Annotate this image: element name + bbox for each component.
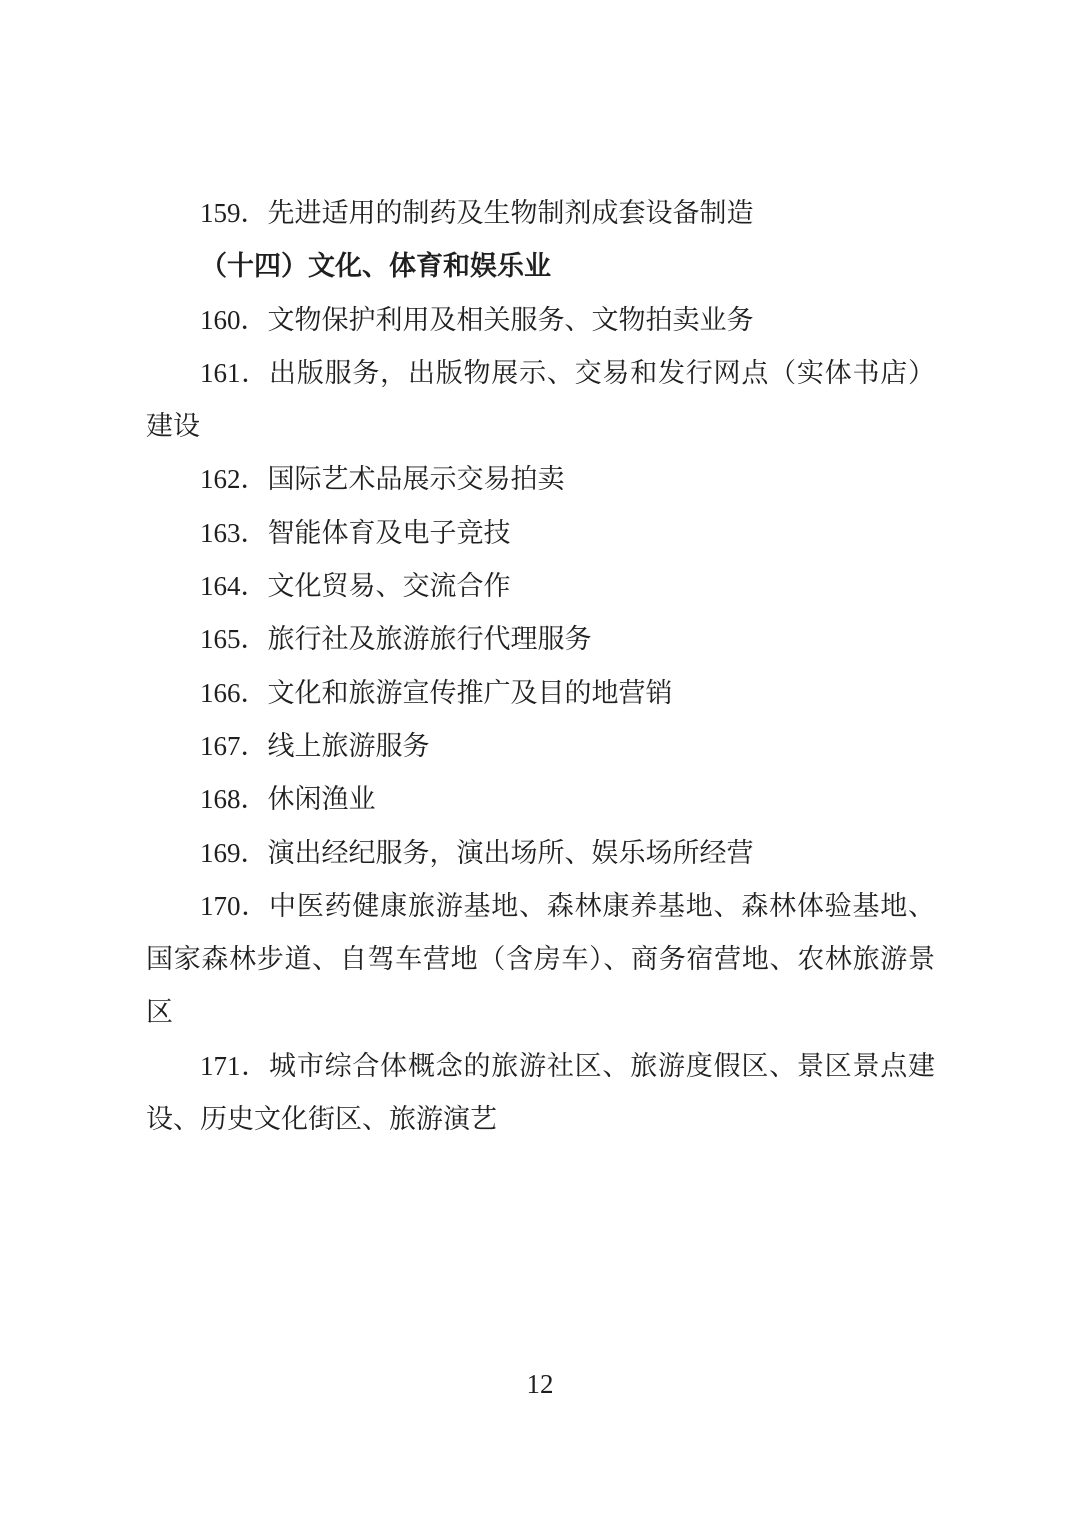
list-item-169: 169．演出经纪服务，演出场所、娱乐场所经营: [200, 837, 754, 868]
list-item-164: 164．文化贸易、交流合作: [200, 571, 511, 602]
list-item-171: 171．城市综合体概念的旅游社区、旅游度假区、景区景点建: [200, 1050, 935, 1081]
list-item-162: 162．国际艺术品展示交易拍卖: [200, 464, 565, 495]
text-block: [146, 187, 935, 1146]
list-item-161: 161．出版服务，出版物展示、交易和发行网点（实体书店）: [200, 357, 935, 388]
list-item-159: 159．先进适用的制药及生物制剂成套设备制造: [200, 198, 754, 228]
list-item-166: 166．文化和旅游宣传推广及目的地营销: [200, 677, 673, 708]
list-item-171-cont: 设、历史文化街区、旅游演艺: [146, 1104, 497, 1135]
page-number: 12: [526, 1369, 554, 1399]
list-item-168: 168．休闲渔业: [200, 784, 376, 815]
list-item-167: 167．线上旅游服务: [200, 730, 430, 761]
list-item-163: 163．智能体育及电子竞技: [200, 517, 511, 548]
list-item-160: 160．文物保护利用及相关服务、文物拍卖业务: [200, 304, 754, 335]
section-heading-14: （十四）文化、体育和娱乐业: [200, 251, 551, 282]
list-item-161-cont: 建设: [146, 411, 200, 442]
list-item-170-cont: 国家森林步道、自驾车营地（含房车）、商务宿营地、农林旅游景: [146, 944, 935, 975]
list-item-170-cont-2: 区: [146, 997, 173, 1028]
list-item-170: 170．中医药健康旅游基地、森林康养基地、森林体验基地、: [200, 890, 935, 921]
list-item-165: 165．旅行社及旅游旅行代理服务: [200, 624, 592, 655]
